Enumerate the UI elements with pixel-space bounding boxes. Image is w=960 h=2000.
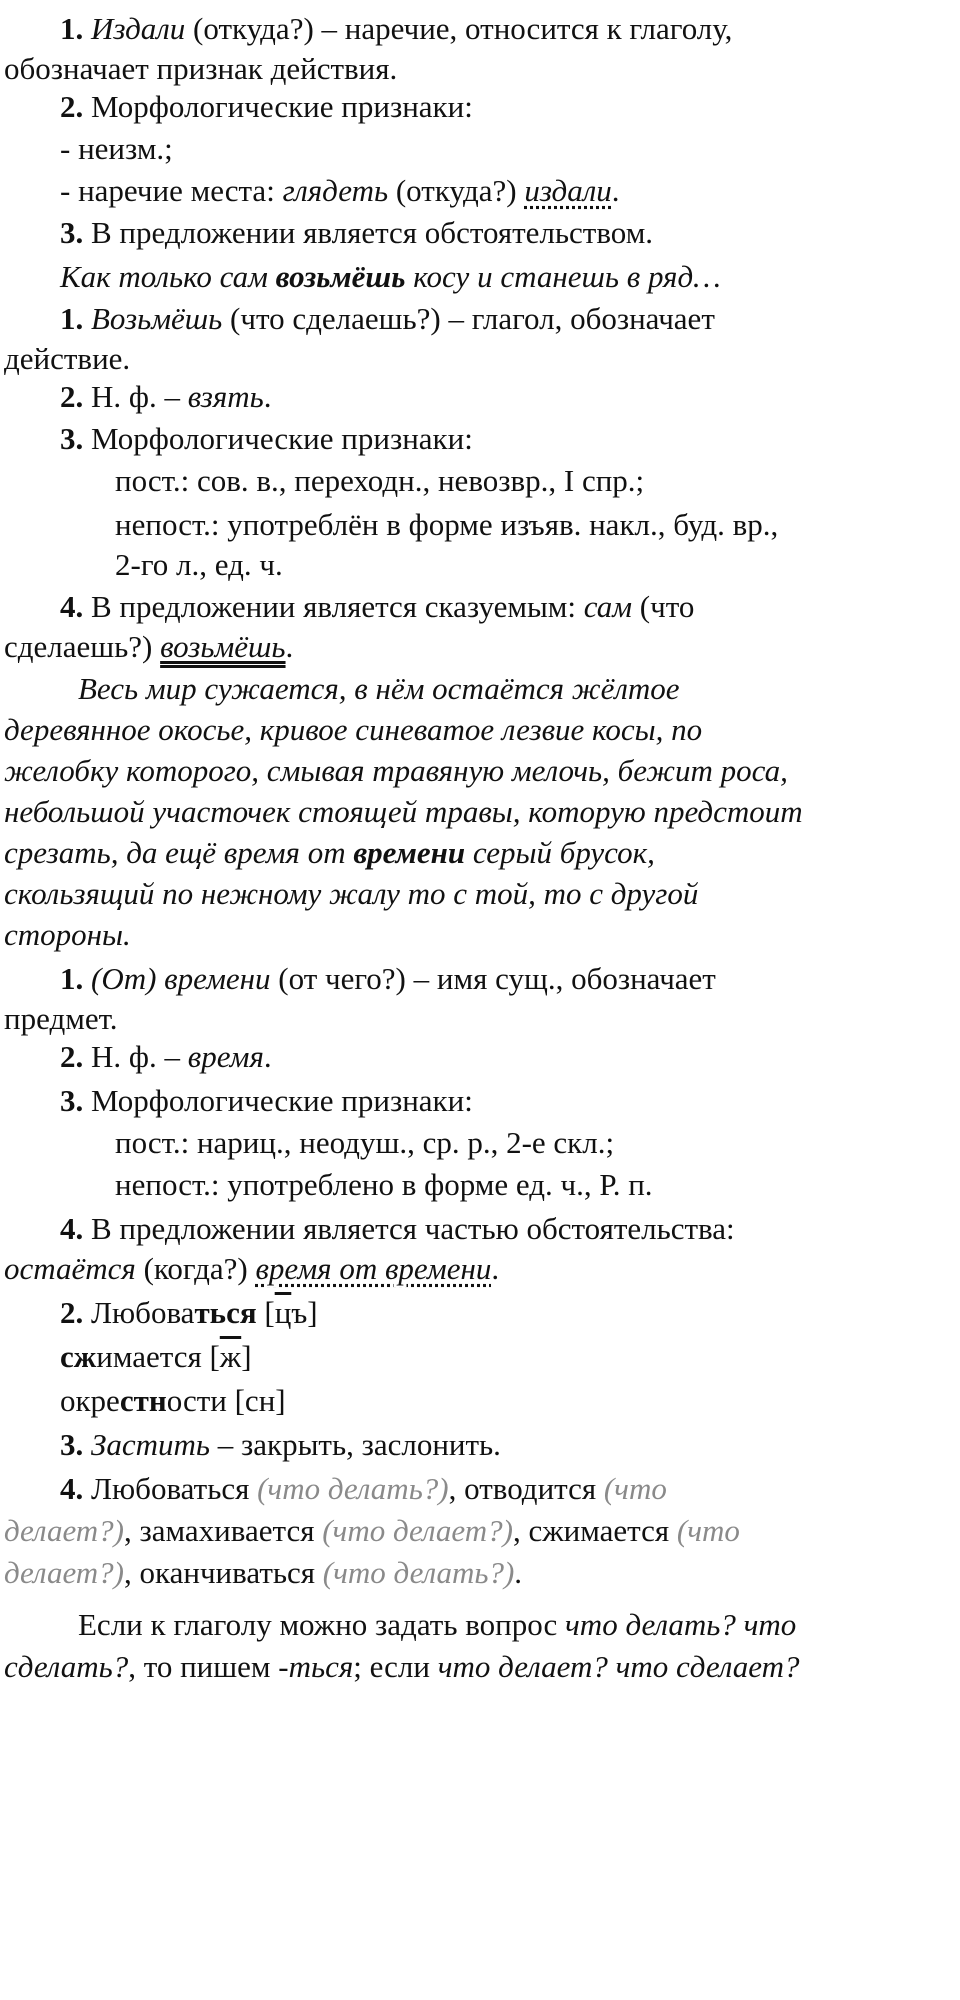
paragraph-3-1: 1. (От) времени (от чего?) – имя сущ., обозначает [60, 961, 716, 996]
paragraph-2-5-cont: 2-го л., ед. ч. [115, 547, 283, 582]
sentence-2-line-3: желобку которого, смывая травяную мелочь, бежит роса, [4, 753, 788, 788]
paragraph-2-4: пост.: сов. в., переходн., невозвр., I спр.; [115, 463, 645, 498]
paragraph-3-6-cont: остаётся (когда?) время от времени. [4, 1251, 500, 1286]
definition: 3. Застить – закрыть, заслонить. [60, 1427, 501, 1462]
rule-line-1: Если к глаголу можно задать вопрос что делать? что [78, 1607, 797, 1642]
paragraph-2-6: 4. В предложении является сказуемым: сам (что [60, 589, 695, 624]
paragraph-3-6: 4. В предложении является частью обстоятельства: [60, 1211, 735, 1246]
sentence-2-line-5: срезать, да ещё время от времени серый брусок, [4, 835, 655, 870]
paragraph-3-2: 2. Н. ф. – время. [60, 1039, 272, 1074]
paragraph-2-5: непост.: употреблён в форме изъяв. накл., буд. вр., [115, 507, 779, 542]
rule-line-2: сделать?, то пишем -ться; если что делает? что сделает? [4, 1649, 800, 1684]
paragraph-2-3: 3. Морфологические признаки: [60, 421, 473, 456]
paragraph-1-5: 3. В предложении является обстоятельством. [60, 215, 654, 250]
paragraph-3-5: непост.: употреблено в форме ед. ч., Р. п. [115, 1167, 653, 1202]
paragraph-1-4: - наречие места: глядеть (откуда?) издали. [60, 173, 620, 208]
verbs-list-line-3: делает?), оканчиваться (что делать?). [4, 1555, 523, 1590]
sentence-2-line-2: деревянное окосье, кривое синеватое лезвие косы, по [4, 712, 703, 747]
paragraph-3-1-cont: предмет. [4, 1001, 118, 1036]
paragraph-2-1: 1. Возьмёшь (что сделаешь?) – глагол, обозначает [60, 301, 715, 336]
paragraph-2-1-cont: действие. [4, 341, 131, 376]
phonetics-3: окрестности [сн] [60, 1383, 286, 1418]
phonetics-2: сжимается [ж] [60, 1339, 252, 1374]
verbs-list-line-2: делает?), замахивается (что делает?), сжимается (что [4, 1513, 740, 1548]
sentence-2-line-7: стороны. [4, 917, 131, 952]
paragraph-1-1: 1. Издали (откуда?) – наречие, относится к глаголу, [60, 11, 733, 46]
paragraph-1-3: - неизм.; [60, 131, 173, 166]
sentence-1: Как только сам возьмёшь косу и станешь в ряд… [60, 259, 721, 294]
verbs-list-line-1: 4. Любоваться (что делать?), отводится (что [60, 1471, 667, 1506]
paragraph-1-1-cont: обозначает признак действия. [4, 51, 398, 86]
phonetics-1: 2. Любоваться [цъ] [60, 1295, 318, 1330]
paragraph-2-2: 2. Н. ф. – взять. [60, 379, 272, 414]
paragraph-2-6-cont: сделаешь?) возьмёшь. [4, 629, 294, 664]
paragraph-3-3: 3. Морфологические признаки: [60, 1083, 473, 1118]
paragraph-3-4: пост.: нариц., неодуш., ср. р., 2-е скл.; [115, 1125, 615, 1160]
paragraph-1-2: 2. Морфологические признаки: [60, 89, 473, 124]
sentence-2-line-6: скользящий по нежному жалу то с той, то с другой [4, 876, 699, 911]
sentence-2-line-4: небольшой участочек стоящей травы, которую предстоит [4, 794, 803, 829]
sentence-2-line-1: Весь мир сужается, в нём остаётся жёлтое [78, 671, 680, 706]
